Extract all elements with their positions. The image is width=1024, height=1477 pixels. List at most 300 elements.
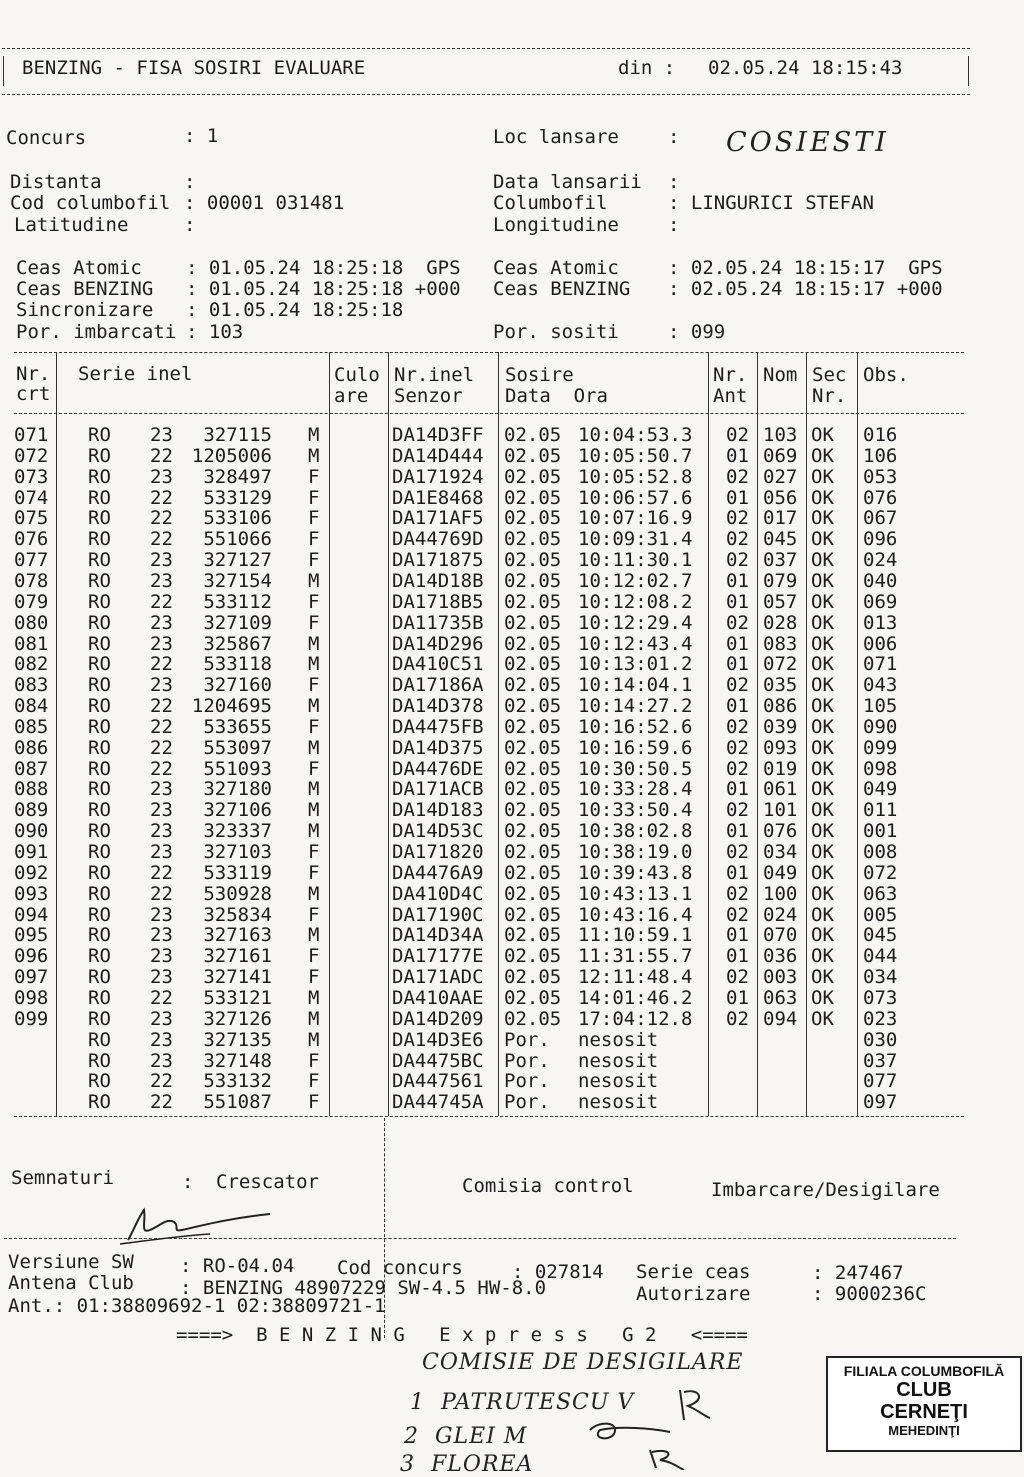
- cell-inel: 327148: [203, 1049, 272, 1072]
- cell-inel: 533118: [203, 653, 272, 676]
- cell-senzor: DA4476DE: [392, 757, 484, 780]
- cell-ant: 01: [726, 861, 749, 884]
- cell-nom: 086: [763, 695, 798, 718]
- cell-data: 02.05: [504, 924, 562, 947]
- cell-sex: M: [308, 820, 320, 843]
- cell-ora: 10:16:52.6: [578, 715, 693, 738]
- table-row: [0, 488, 1024, 509]
- cell-ant: 02: [726, 465, 749, 488]
- autorizare-value: : 9000236C: [812, 1283, 927, 1305]
- cell-ora: 14:01:46.2: [578, 986, 693, 1009]
- col-nr-1: Nr.: [16, 363, 51, 385]
- cell-ant: 02: [726, 424, 749, 446]
- cell-nr: 099: [14, 1007, 49, 1030]
- express-line: ====> B E N Z I N G E x p r e s s G 2 <====: [176, 1324, 748, 1346]
- cell-sec: OK: [811, 507, 834, 530]
- cell-nr: 074: [14, 486, 49, 509]
- cell-ora: 12:11:48.4: [578, 966, 693, 989]
- cell-nom: 070: [763, 924, 798, 947]
- cell-inel: 325867: [203, 632, 272, 655]
- cell-ant: 02: [726, 799, 749, 822]
- columbofil-value: : LINGURICI STEFAN: [668, 192, 874, 214]
- loc-label: Loc lansare: [493, 126, 619, 148]
- cell-ant: 02: [726, 757, 749, 780]
- col-ant-1: Nr.: [713, 364, 748, 386]
- cell-inel: 327127: [203, 549, 272, 572]
- cell-senzor: DA171ADC: [392, 966, 484, 989]
- cell-ant: 02: [726, 674, 749, 697]
- cell-obs: 013: [863, 611, 898, 634]
- cell-nom: 061: [763, 778, 798, 801]
- cell-inel: 327109: [203, 611, 272, 634]
- table-row: [0, 738, 1024, 759]
- cell-sex: M: [308, 778, 320, 801]
- cell-nom: 035: [763, 674, 798, 697]
- cod-value: : 00001 031481: [184, 192, 345, 214]
- cell-senzor: DA171ACB: [392, 778, 484, 801]
- cell-senzor: DA14D444: [392, 444, 484, 467]
- cell-ant: 01: [726, 695, 749, 718]
- ceas-atomic-right-label: Ceas Atomic: [493, 257, 619, 279]
- cell-sex: M: [308, 799, 320, 822]
- cell-sec: OK: [811, 1007, 834, 1030]
- cell-sec: OK: [811, 632, 834, 655]
- cell-obs: 099: [863, 736, 898, 759]
- cell-an: 22: [150, 1070, 173, 1093]
- col-ant-2: Ant: [713, 385, 748, 407]
- cell-an: 22: [150, 757, 173, 780]
- cell-obs: 023: [863, 1007, 898, 1030]
- cell-sec: OK: [811, 444, 834, 467]
- cell-nom: 063: [763, 986, 798, 1009]
- cell-tara: RO: [88, 841, 111, 863]
- comisia-label: Comisia control: [462, 1175, 634, 1197]
- cell-an: 23: [150, 778, 173, 801]
- cell-tara: RO: [88, 736, 111, 759]
- cell-ora: 10:04:53.3: [578, 424, 693, 446]
- ceas-benzing-right-value: : 02.05.24 18:15:17 +000: [668, 278, 943, 300]
- cell-nr: 098: [14, 986, 49, 1009]
- cell-sec: OK: [811, 674, 834, 697]
- cell-sex: M: [308, 424, 320, 446]
- cell-an: 23: [150, 424, 173, 446]
- cell-senzor: DA14D296: [392, 632, 484, 655]
- col-nr-2: crt: [16, 383, 51, 405]
- cell-data: Por.: [504, 1070, 550, 1093]
- cell-ant: 02: [726, 549, 749, 572]
- table-row: [0, 508, 1024, 529]
- cell-data: 02.05: [504, 528, 562, 551]
- cell-nr: 084: [14, 695, 49, 718]
- cell-tara: RO: [88, 507, 111, 530]
- cell-inel: 533106: [203, 507, 272, 530]
- cell-tara: RO: [88, 986, 111, 1009]
- table-row: [0, 696, 1024, 717]
- cell-an: 23: [150, 611, 173, 634]
- cell-ora: 10:16:59.6: [578, 736, 693, 759]
- table-row: [0, 571, 1024, 592]
- cell-data: 02.05: [504, 820, 562, 843]
- cell-senzor: DA14D18B: [392, 569, 484, 592]
- cell-sec: OK: [811, 715, 834, 738]
- imbarcati-value: : 103: [186, 321, 244, 343]
- cell-ora: 10:43:13.1: [578, 882, 693, 905]
- cell-nr: 071: [14, 424, 49, 446]
- cell-tara: RO: [88, 820, 111, 843]
- table-row: [0, 779, 1024, 800]
- cell-senzor: DA410C51: [392, 653, 484, 676]
- cell-data: 02.05: [504, 778, 562, 801]
- cell-data: 02.05: [504, 695, 562, 718]
- table-row: [0, 675, 1024, 696]
- cell-ant: 01: [726, 444, 749, 467]
- cell-data: 02.05: [504, 757, 562, 780]
- cell-an: 23: [150, 1049, 173, 1072]
- cell-an: 22: [150, 715, 173, 738]
- cell-inel: 533119: [203, 861, 272, 884]
- cell-tara: RO: [88, 486, 111, 509]
- cell-data: 02.05: [504, 945, 562, 968]
- ceas-benzing-left-value: : 01.05.24 18:25:18 +000: [186, 278, 461, 300]
- cell-tara: RO: [88, 966, 111, 989]
- cell-senzor: DA4475BC: [392, 1049, 484, 1072]
- cell-obs: 071: [863, 653, 898, 676]
- cell-data: 02.05: [504, 986, 562, 1009]
- col-culoare-1: Culo: [334, 364, 380, 386]
- versiune-label: Versiune SW: [8, 1251, 134, 1273]
- cell-tara: RO: [88, 1070, 111, 1093]
- cell-nr: 090: [14, 820, 49, 843]
- cell-sex: F: [308, 1049, 320, 1072]
- club-stamp: [826, 1356, 1022, 1452]
- cell-sec: OK: [811, 882, 834, 905]
- cell-an: 23: [150, 903, 173, 926]
- cell-inel: 533132: [203, 1070, 272, 1093]
- cell-nr: 095: [14, 924, 49, 947]
- cell-senzor: DA4475FB: [392, 715, 484, 738]
- cell-nr: 075: [14, 507, 49, 530]
- cell-inel: 325834: [203, 903, 272, 926]
- cell-nom: 101: [763, 799, 798, 822]
- cell-tara: RO: [88, 903, 111, 926]
- cell-nom: 093: [763, 736, 798, 759]
- cell-ant: 02: [726, 611, 749, 634]
- cell-data: 02.05: [504, 507, 562, 530]
- cell-an: 22: [150, 986, 173, 1009]
- cell-tara: RO: [88, 549, 111, 572]
- cell-senzor: DA11735B: [392, 611, 484, 634]
- cell-ant: 01: [726, 590, 749, 613]
- cell-data: 02.05: [504, 903, 562, 926]
- cell-nr: 079: [14, 590, 49, 613]
- table-row: [0, 446, 1024, 467]
- cell-inel: 327161: [203, 945, 272, 968]
- autorizare-label: Autorizare: [636, 1283, 751, 1305]
- cell-inel: 327126: [203, 1007, 272, 1030]
- cell-sec: OK: [811, 820, 834, 843]
- col-sec-1: Sec: [812, 364, 847, 386]
- latitudine-label: Latitudine: [14, 214, 129, 236]
- ceas-atomic-left-value: : 01.05.24 18:25:18 GPS: [186, 257, 461, 279]
- cell-an: 23: [150, 1007, 173, 1030]
- cell-nr: 086: [14, 736, 49, 759]
- cell-nom: 017: [763, 507, 798, 530]
- cell-sex: F: [308, 903, 320, 926]
- cell-an: 23: [150, 841, 173, 863]
- data-lansarii-label: Data lansarii: [493, 171, 642, 193]
- cell-ora: 10:39:43.8: [578, 861, 693, 884]
- cell-an: 23: [150, 569, 173, 592]
- cell-nom: 036: [763, 945, 798, 968]
- cell-ant: 02: [726, 736, 749, 759]
- cell-nr: 076: [14, 528, 49, 551]
- cell-tara: RO: [88, 1091, 111, 1114]
- table-row: [0, 988, 1024, 1009]
- cell-inel: 327160: [203, 674, 272, 697]
- col-obs: Obs.: [863, 364, 909, 386]
- cell-obs: 067: [863, 507, 898, 530]
- cell-sec: OK: [811, 757, 834, 780]
- cell-inel: 327103: [203, 841, 272, 863]
- cell-senzor: DA17177E: [392, 945, 484, 968]
- cell-obs: 072: [863, 861, 898, 884]
- cell-an: 22: [150, 528, 173, 551]
- cell-data: 02.05: [504, 486, 562, 509]
- cell-nom: 034: [763, 841, 798, 863]
- col-sosire-1: Sosire: [505, 364, 574, 386]
- cell-sex: F: [308, 715, 320, 738]
- cell-nom: 027: [763, 465, 798, 488]
- cell-tara: RO: [88, 757, 111, 780]
- cell-senzor: DA14D378: [392, 695, 484, 718]
- cell-obs: 049: [863, 778, 898, 801]
- serie-ceas-label: Serie ceas: [636, 1261, 751, 1283]
- cod-concurs-label: Cod concurs: [337, 1257, 463, 1279]
- cell-an: 23: [150, 465, 173, 488]
- cell-senzor: DA410AAE: [392, 986, 484, 1009]
- commission-title: COMISIE DE DESIGILARE: [422, 1350, 744, 1375]
- cell-an: 22: [150, 695, 173, 718]
- semnaturi-label: Semnaturi: [11, 1167, 114, 1189]
- columbofil-label: Columbofil: [493, 192, 608, 214]
- cell-data: 02.05: [504, 590, 562, 613]
- cell-nom: 045: [763, 528, 798, 551]
- cell-ora: 10:12:02.7: [578, 569, 693, 592]
- cell-obs: 030: [863, 1028, 898, 1051]
- cell-sec: OK: [811, 778, 834, 801]
- cell-senzor: DA17186A: [392, 674, 484, 697]
- cell-obs: 076: [863, 486, 898, 509]
- cell-sex: F: [308, 841, 320, 863]
- distanta-value: :: [184, 171, 196, 193]
- cell-ant: 01: [726, 632, 749, 655]
- din-label: din :: [618, 57, 676, 79]
- longitudine-value: :: [668, 214, 680, 236]
- cell-inel: 327115: [203, 424, 272, 446]
- cell-ant: 01: [726, 986, 749, 1009]
- cell-an: 23: [150, 924, 173, 947]
- cell-tara: RO: [88, 528, 111, 551]
- cell-ora: 10:12:29.4: [578, 611, 693, 634]
- cell-inel: 327135: [203, 1028, 272, 1051]
- cell-tara: RO: [88, 1028, 111, 1051]
- table-row: [0, 842, 1024, 863]
- distanta-label: Distanta: [10, 171, 102, 193]
- cell-senzor: DA44745A: [392, 1091, 484, 1114]
- cell-data: 02.05: [504, 632, 562, 655]
- ant-line: Ant.: 01:38809692-1 02:38809721-1: [8, 1295, 386, 1317]
- col-culoare-2: are: [334, 385, 369, 407]
- loc-colon: :: [668, 126, 680, 148]
- cell-data: 02.05: [504, 861, 562, 884]
- sincronizare-label: Sincronizare: [16, 299, 154, 321]
- cell-data: 02.05: [504, 653, 562, 676]
- table-row: [0, 550, 1024, 571]
- cell-sex: M: [308, 882, 320, 905]
- cell-nom: 079: [763, 569, 798, 592]
- cell-sex: F: [308, 1091, 320, 1114]
- cell-an: 23: [150, 820, 173, 843]
- cell-ora: 10:11:30.1: [578, 549, 693, 572]
- longitudine-label: Longitudine: [493, 214, 619, 236]
- cell-obs: 005: [863, 903, 898, 926]
- cell-tara: RO: [88, 611, 111, 634]
- cell-inel: 533129: [203, 486, 272, 509]
- antena-value: : BENZING 48907229 SW-4.5 HW-8.0: [180, 1277, 547, 1299]
- cell-ora: 10:12:08.2: [578, 590, 693, 613]
- cell-nr: 085: [14, 715, 49, 738]
- cell-an: 23: [150, 966, 173, 989]
- ceas-benzing-left-label: Ceas BENZING: [16, 278, 154, 300]
- ceas-benzing-right-label: Ceas BENZING: [493, 278, 631, 300]
- cell-senzor: DA14D209: [392, 1007, 484, 1030]
- cell-nr: 078: [14, 569, 49, 592]
- cell-inel: 327163: [203, 924, 272, 947]
- cell-senzor: DA44769D: [392, 528, 484, 551]
- table-row: [0, 1092, 1024, 1113]
- cell-sex: M: [308, 444, 320, 467]
- cell-an: 22: [150, 444, 173, 467]
- cell-nr: 077: [14, 549, 49, 572]
- cell-tara: RO: [88, 924, 111, 947]
- cell-sex: M: [308, 986, 320, 1009]
- cell-tara: RO: [88, 632, 111, 655]
- cell-inel: 553097: [203, 736, 272, 759]
- cod-concurs-value: : 027814: [512, 1261, 604, 1283]
- cell-tara: RO: [88, 882, 111, 905]
- cell-ora: 10:13:01.2: [578, 653, 693, 676]
- cell-sex: F: [308, 611, 320, 634]
- cell-ora: 10:14:27.2: [578, 695, 693, 718]
- cell-data: 02.05: [504, 1007, 562, 1030]
- cell-senzor: DA14D34A: [392, 924, 484, 947]
- cell-sex: M: [308, 695, 320, 718]
- cell-inel: 533121: [203, 986, 272, 1009]
- cell-tara: RO: [88, 695, 111, 718]
- cell-obs: 034: [863, 966, 898, 989]
- cell-nom: 072: [763, 653, 798, 676]
- commission-member-2: 2 GLEI M: [404, 1424, 528, 1449]
- stamp-line-4: MEHEDINŢI: [888, 1423, 960, 1438]
- cell-senzor: DA171820: [392, 841, 484, 863]
- cell-obs: 008: [863, 841, 898, 863]
- table-row: [0, 821, 1024, 842]
- cell-sex: F: [308, 861, 320, 884]
- table-row: [0, 717, 1024, 738]
- cell-tara: RO: [88, 799, 111, 822]
- cell-ora: 10:05:52.8: [578, 465, 693, 488]
- cell-obs: 096: [863, 528, 898, 551]
- table-row: [0, 467, 1024, 488]
- cell-inel: 533112: [203, 590, 272, 613]
- col-nom: Nom: [763, 364, 798, 386]
- cell-sec: OK: [811, 924, 834, 947]
- table-row: [0, 634, 1024, 655]
- cell-nom: 028: [763, 611, 798, 634]
- cell-sex: F: [308, 507, 320, 530]
- col-serie: Serie inel: [78, 363, 193, 385]
- cell-nr: 092: [14, 861, 49, 884]
- cell-an: 23: [150, 1028, 173, 1051]
- imbarcare-label: Imbarcare/Desigilare: [711, 1179, 940, 1201]
- cell-nom: 003: [763, 966, 798, 989]
- cell-tara: RO: [88, 569, 111, 592]
- sositi-label: Por. sositi: [493, 321, 619, 343]
- cell-inel: 327180: [203, 778, 272, 801]
- cell-ant: 01: [726, 569, 749, 592]
- cell-ora: nesosit: [578, 1049, 659, 1072]
- ceas-atomic-right-value: : 02.05.24 18:15:17 GPS: [668, 257, 943, 279]
- cell-sex: F: [308, 465, 320, 488]
- cell-ora: 11:10:59.1: [578, 924, 693, 947]
- cell-nr: 091: [14, 841, 49, 863]
- cell-sec: OK: [811, 945, 834, 968]
- cell-an: 23: [150, 632, 173, 655]
- cell-an: 22: [150, 736, 173, 759]
- cell-sex: F: [308, 945, 320, 968]
- col-sosire-2: Data Ora: [505, 385, 608, 407]
- cell-senzor: DA171AF5: [392, 507, 484, 530]
- cell-obs: 044: [863, 945, 898, 968]
- cell-nr: 088: [14, 778, 49, 801]
- cell-sex: M: [308, 569, 320, 592]
- cell-ora: 10:07:16.9: [578, 507, 693, 530]
- cell-ant: 01: [726, 924, 749, 947]
- cell-inel: 323337: [203, 820, 272, 843]
- cell-ora: 10:09:31.4: [578, 528, 693, 551]
- cell-ora: nesosit: [578, 1091, 659, 1114]
- table-row: [0, 1030, 1024, 1051]
- cell-sec: OK: [811, 986, 834, 1009]
- cell-an: 22: [150, 486, 173, 509]
- versiune-value: : RO-04.04: [180, 1255, 295, 1277]
- cell-obs: 053: [863, 465, 898, 488]
- cod-label: Cod columbofil: [10, 192, 171, 214]
- sositi-value: : 099: [668, 321, 726, 343]
- cell-nom: 024: [763, 903, 798, 926]
- cell-obs: 045: [863, 924, 898, 947]
- cell-data: 02.05: [504, 736, 562, 759]
- cell-nr: 073: [14, 465, 49, 488]
- commission-member-1: 1 PATRUTESCU V: [410, 1390, 635, 1415]
- table-row: [0, 946, 1024, 967]
- cell-sec: OK: [811, 611, 834, 634]
- cell-nr: 083: [14, 674, 49, 697]
- cell-sec: OK: [811, 590, 834, 613]
- cell-data: 02.05: [504, 444, 562, 467]
- cell-obs: 043: [863, 674, 898, 697]
- cell-nom: 037: [763, 549, 798, 572]
